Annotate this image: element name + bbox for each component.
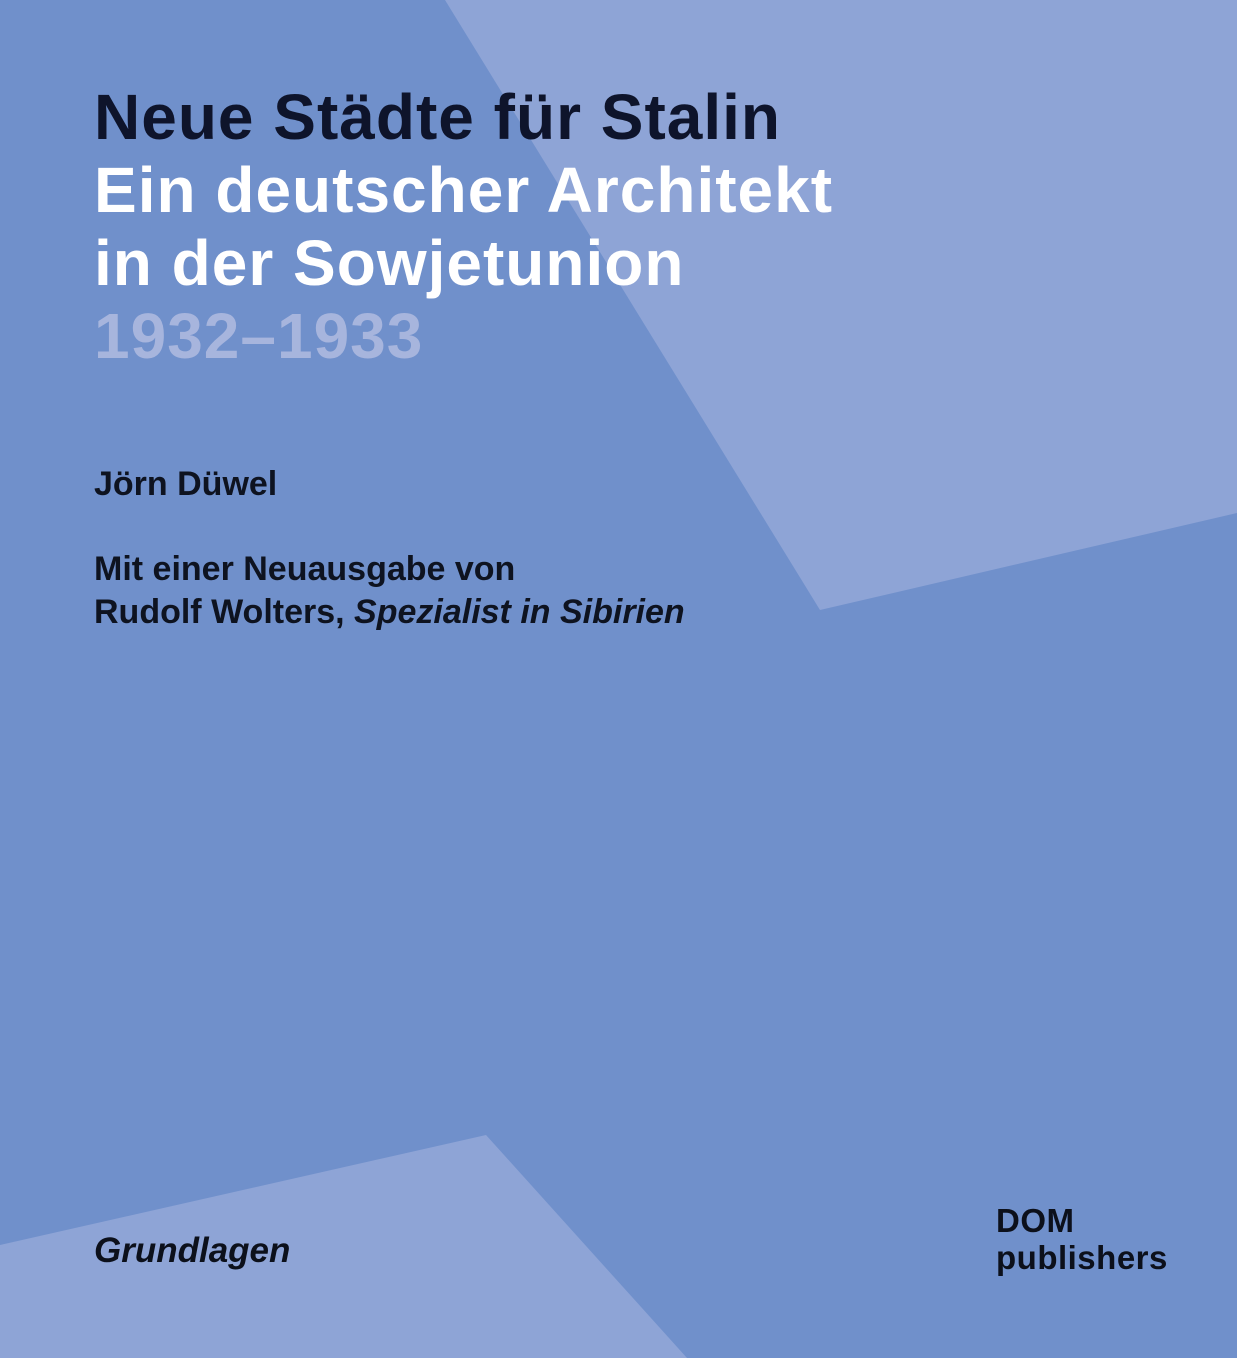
publisher-logo [996,1202,1168,1276]
title-line-2: Ein deutscher Architekt [94,154,834,226]
series-label: Grundlagen [94,1231,291,1270]
subtitle-line-2-roman: Rudolf Wolters, [94,593,345,631]
author-name: Jörn Düwel [94,465,278,503]
publisher-line-1: DOM [996,1202,1075,1239]
subtitle-line-2-italic: Spezialist in Sibirien [354,593,685,631]
title-years: 1932–1933 [94,300,424,372]
subtitle-block [94,548,685,634]
title-line-3: in der Sowjetunion [94,227,685,299]
title-block [94,81,833,373]
title-line-1: Neue Städte für Stalin [94,81,781,153]
subtitle-line-2 [94,591,685,634]
publisher-line-2: publishers [996,1239,1168,1276]
subtitle-line-1: Mit einer Neuausgabe von [94,550,516,588]
